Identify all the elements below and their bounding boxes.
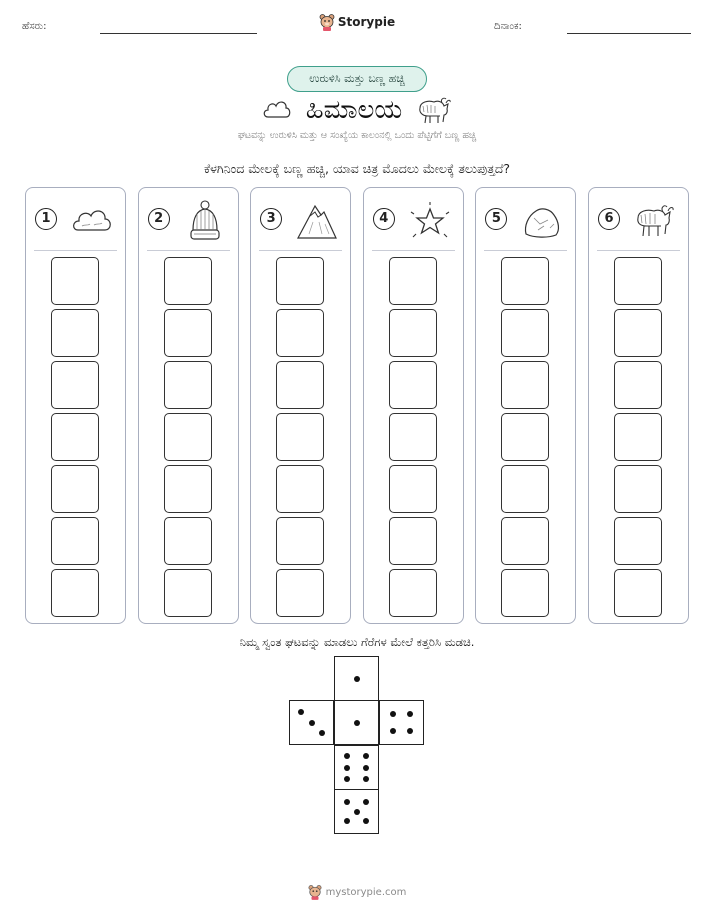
rock-icon	[520, 200, 564, 242]
dice-pip	[344, 765, 350, 771]
brand-name: Storypie	[337, 15, 396, 29]
color-box[interactable]	[389, 413, 437, 461]
color-box[interactable]	[276, 569, 324, 617]
instructions-subtitle: ಘಟವನ್ನು ಉರುಳಿಸಿ ಮತ್ತು ಆ ಸಂಖ್ಯೆಯ ಕಾಲಂನಲ್ಲಿ ಒಂದು ಪೆಟ್ಟಿಗೆಗೆ ಬಣ್ಣ ಹಚ್ಚಿ	[237, 130, 477, 141]
color-box[interactable]	[614, 309, 662, 357]
color-box[interactable]	[164, 257, 212, 305]
column-header	[589, 188, 688, 250]
color-box[interactable]	[501, 257, 549, 305]
dice-face-3	[289, 700, 334, 745]
dice-pip	[363, 818, 369, 824]
color-box[interactable]	[276, 361, 324, 409]
dice-pip	[298, 709, 304, 715]
dice-face-4	[379, 700, 424, 745]
date-label: ದಿನಾಂಕ:	[494, 21, 522, 32]
color-box[interactable]	[51, 361, 99, 409]
color-box[interactable]	[614, 569, 662, 617]
color-box[interactable]	[614, 257, 662, 305]
color-box[interactable]	[164, 517, 212, 565]
column-number: 1	[35, 208, 57, 230]
column-divider	[147, 250, 230, 251]
dice-face-1	[334, 700, 379, 745]
mountain-icon	[295, 200, 339, 242]
dice-pip	[344, 799, 350, 805]
dice-pip	[363, 753, 369, 759]
color-box[interactable]	[276, 257, 324, 305]
column-header	[139, 188, 238, 250]
activity-badge: ಉರುಳಿಸಿ ಮತ್ತು ಬಣ್ಣ ಹಚ್ಚಿ	[287, 66, 427, 92]
dice-pip	[363, 765, 369, 771]
column-header	[364, 188, 463, 250]
color-box[interactable]	[389, 361, 437, 409]
column-number: 6	[598, 208, 620, 230]
column-divider	[484, 250, 567, 251]
color-box[interactable]	[389, 517, 437, 565]
dice-face-6	[334, 745, 379, 790]
color-box[interactable]	[164, 413, 212, 461]
column-3	[250, 187, 351, 624]
column-number: 4	[373, 208, 395, 230]
column-5	[475, 187, 576, 624]
color-box[interactable]	[501, 361, 549, 409]
column-divider	[372, 250, 455, 251]
dice-pip	[354, 676, 360, 682]
color-box[interactable]	[501, 465, 549, 513]
dice-pip	[344, 753, 350, 759]
color-box[interactable]	[614, 465, 662, 513]
color-box[interactable]	[276, 517, 324, 565]
cloud-icon	[262, 97, 292, 123]
dice-pip	[363, 776, 369, 782]
color-box[interactable]	[614, 361, 662, 409]
column-header	[26, 188, 125, 250]
color-box[interactable]	[51, 569, 99, 617]
column-2	[138, 187, 239, 624]
bear-mascot-icon	[319, 13, 335, 31]
color-box[interactable]	[51, 465, 99, 513]
color-box[interactable]	[614, 517, 662, 565]
color-box[interactable]	[164, 361, 212, 409]
winter-hat-icon	[183, 200, 227, 242]
color-box[interactable]	[614, 413, 662, 461]
column-divider	[597, 250, 680, 251]
color-box[interactable]	[389, 309, 437, 357]
cloud-icon	[70, 200, 114, 242]
column-1	[25, 187, 126, 624]
color-box[interactable]	[276, 309, 324, 357]
color-box[interactable]	[501, 569, 549, 617]
star-icon	[408, 200, 452, 242]
color-box[interactable]	[164, 309, 212, 357]
dice-face-5	[334, 789, 379, 834]
color-box[interactable]	[51, 413, 99, 461]
page-title: ಹಿಮಾಲಯ	[305, 94, 403, 125]
column-number: 5	[485, 208, 507, 230]
column-4	[363, 187, 464, 624]
dice-face-1	[334, 656, 379, 701]
dice-pip	[407, 728, 413, 734]
column-divider	[34, 250, 117, 251]
dice-pip	[344, 776, 350, 782]
color-box[interactable]	[51, 257, 99, 305]
column-number: 3	[260, 208, 282, 230]
column-header	[476, 188, 575, 250]
game-question: ಕೆಳಗಿನಿಂದ ಮೇಲಕ್ಕೆ ಬಣ್ಣ ಹಚ್ಚಿ, ಯಾವ ಚಿತ್ರ ಮೊದಲು ಮೇಲಕ್ಕೆ ತಲುಪುತ್ತದೆ?	[203, 161, 511, 176]
date-line	[567, 33, 691, 34]
color-box[interactable]	[501, 413, 549, 461]
color-box[interactable]	[389, 569, 437, 617]
color-box[interactable]	[389, 465, 437, 513]
column-number: 2	[148, 208, 170, 230]
dice-pip	[344, 818, 350, 824]
footer	[0, 884, 714, 904]
column-header	[251, 188, 350, 250]
bear-mascot-icon	[308, 884, 322, 900]
color-box[interactable]	[501, 309, 549, 357]
dice-pip	[354, 720, 360, 726]
column-divider	[259, 250, 342, 251]
footer-url[interactable]: mystorypie.com	[325, 886, 407, 898]
dice-pip	[390, 711, 396, 717]
brand-logo	[0, 13, 714, 35]
title-row	[0, 92, 714, 128]
color-box[interactable]	[51, 309, 99, 357]
color-box[interactable]	[164, 569, 212, 617]
dice-pip	[319, 730, 325, 736]
column-6	[588, 187, 689, 624]
yak-icon	[633, 200, 677, 242]
color-box[interactable]	[389, 257, 437, 305]
dice-pip	[363, 799, 369, 805]
dice-pip	[390, 728, 396, 734]
yak-icon	[416, 94, 452, 126]
dice-pip	[407, 711, 413, 717]
dice-pip	[309, 720, 315, 726]
color-box[interactable]	[276, 413, 324, 461]
color-box[interactable]	[164, 465, 212, 513]
name-label: ಹೆಸರು:	[22, 21, 47, 32]
color-box[interactable]	[51, 517, 99, 565]
dice-pip	[354, 809, 360, 815]
color-box[interactable]	[276, 465, 324, 513]
color-box[interactable]	[501, 517, 549, 565]
cut-instructions: ನಿಮ್ಮ ಸ್ವಂತ ಘಟವನ್ನು ಮಾಡಲು ಗೆರೆಗಳ ಮೇಲೆ ಕತ್ತರಿಸಿ ಮಡಚಿ.	[239, 635, 475, 649]
